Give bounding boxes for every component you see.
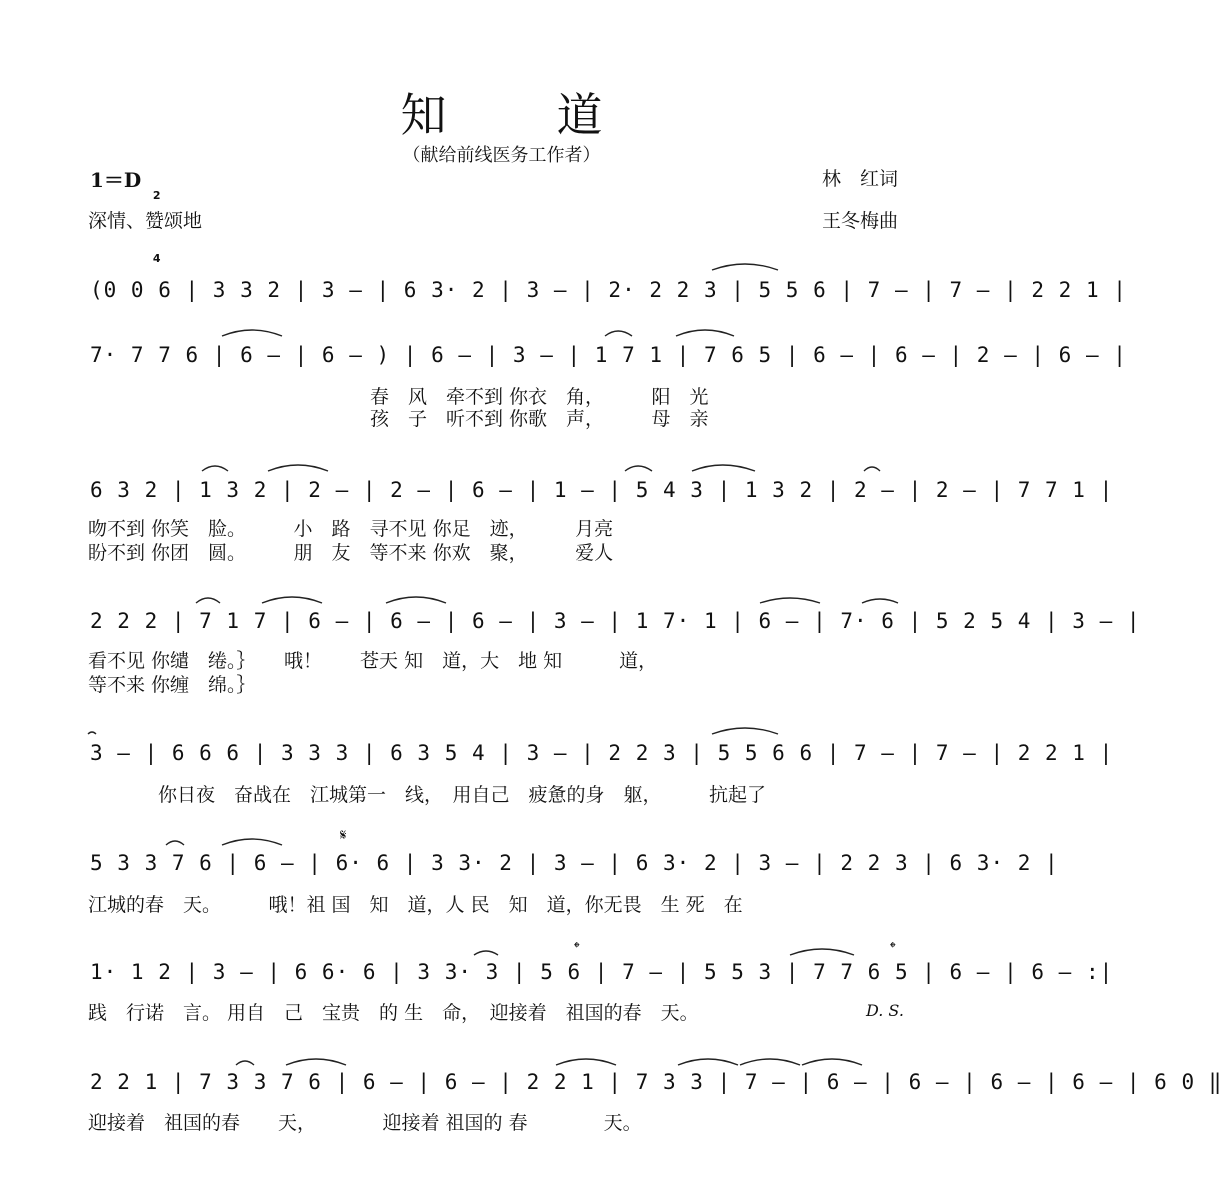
tie bbox=[605, 331, 632, 336]
composer-credit: 王冬梅曲 bbox=[822, 210, 899, 232]
tie bbox=[740, 1059, 800, 1065]
lyric-line-7: 践 行诺 言。 用自 己 宝贵 的 生 命， 迎接着 祖国的春 天。 bbox=[88, 1002, 699, 1024]
tie bbox=[268, 465, 328, 471]
tie bbox=[166, 841, 184, 845]
tie bbox=[386, 597, 446, 603]
song-title: 知道 bbox=[400, 88, 713, 142]
lyricist-credit: 林 红词 bbox=[822, 168, 899, 190]
notation-line-4: 2 2 2 | 7 1 7 | 6 – | 6 – | 6 – | 3 – | 1 7· 1 | 6 – | 7· 6 | 5 2 5 4 | 3 – | bbox=[90, 609, 1141, 633]
coda-sign-right: 𝄌 bbox=[890, 938, 896, 957]
tie bbox=[790, 949, 854, 955]
lyric-line-2a: 春 风 牵不到 你衣 角， 阳 光 bbox=[370, 386, 709, 408]
lyric-line-5: 你日夜 奋战在 江城第一 线， 用自己 疲惫的身 躯， 抗起了 bbox=[158, 784, 767, 806]
tie bbox=[864, 467, 880, 471]
tie bbox=[222, 839, 282, 845]
tie bbox=[286, 1059, 346, 1065]
tie bbox=[862, 599, 898, 603]
tie bbox=[262, 597, 322, 603]
notation-line-7: 1· 1 2 | 3 – | 6 6· 6 | 3 3· 3 | 5 6 | 7 – | 5 5 3 | 7 7 6 5 | 6 – | 6 – :| bbox=[90, 960, 1114, 984]
tie bbox=[802, 1059, 862, 1065]
tie bbox=[678, 1059, 738, 1065]
notation-line-2: 7· 7 7 6 | 6 – | 6 – ) | 6 – | 3 – | 1 7 1 | 7 6 5 | 6 – | 6 – | 2 – | 6 – | bbox=[90, 343, 1127, 367]
notation-line-1: (0 0 6 | 3 3 2 | 3 – | 6 3· 2 | 3 – | 2· 2 2 3 | 5 5 6 | 7 – | 7 – | 2 2 1 | bbox=[90, 278, 1127, 302]
segno-sign: 𝄋 bbox=[340, 826, 347, 844]
tie bbox=[556, 1059, 616, 1065]
tempo-marking: 深情、赞颂地 bbox=[88, 210, 203, 232]
time-numerator: 2 bbox=[152, 189, 161, 202]
dal-segno-marking: D. S. bbox=[866, 1001, 904, 1020]
tie bbox=[676, 330, 734, 336]
notation-line-8: 2 2 1 | 7 3 3 7 6 | 6 – | 6 – | 2 2 1 | 7 3 3 | 7 – | 6 – | 6 – | 6 – | 6 – | 6 0 ‖ bbox=[90, 1070, 1222, 1094]
tie bbox=[202, 466, 228, 471]
notation-line-6: 5 3 3 7 6 | 6 – | 6· 6 | 3 3· 2 | 3 – | 6 3· 2 | 3 – | 2 2 3 | 6 3· 2 | bbox=[90, 851, 1059, 875]
lyric-line-4a: 看不见 你缱 绻。｝ 哦！ 苍天 知 道，大 地 知 道， bbox=[88, 650, 658, 672]
tie bbox=[196, 598, 220, 603]
tie bbox=[236, 1061, 254, 1065]
tie bbox=[712, 264, 778, 270]
time-denominator: 4 bbox=[152, 252, 161, 265]
tie bbox=[474, 951, 498, 955]
tie bbox=[712, 728, 778, 734]
lyric-line-8: 迎接着 祖国的春 天， 迎接着 祖国的 春 天。 bbox=[88, 1112, 642, 1134]
song-subtitle: （献给前线医务工作者） bbox=[402, 145, 601, 166]
tie bbox=[760, 598, 820, 603]
notation-line-3: 6 3 2 | 1 3 2 | 2 – | 2 – | 6 – | 1 – | 5 4 3 | 1 3 2 | 2 – | 2 – | 7 7 1 | bbox=[90, 478, 1114, 502]
key-signature: 1＝D bbox=[90, 168, 142, 192]
notation-line-5: 3 – | 6 6 6 | 3 3 3 | 6 3 5 4 | 3 – | 2 2 3 | 5 5 6 6 | 7 – | 7 – | 2 2 1 | bbox=[90, 741, 1114, 765]
coda-sign-left: 𝄌 bbox=[574, 938, 580, 957]
tie bbox=[222, 330, 282, 336]
lyric-line-4b: 等不来 你缠 绵。｝ bbox=[88, 674, 256, 696]
lyric-line-3a: 吻不到 你笑 脸。 小 路 寻不见 你足 迹， 月亮 bbox=[88, 518, 614, 540]
lyric-line-2b: 孩 子 听不到 你歌 声， 母 亲 bbox=[370, 408, 709, 430]
tie bbox=[692, 465, 755, 471]
tie bbox=[625, 466, 652, 471]
lyric-line-6: 江城的春 天。 哦！祖 国 知 道，人 民 知 道，你无畏 生 死 在 bbox=[88, 894, 743, 916]
lyric-line-3b: 盼不到 你团 圆。 朋 友 等不来 你欢 聚， 爱人 bbox=[88, 542, 614, 564]
tie bbox=[88, 732, 96, 734]
